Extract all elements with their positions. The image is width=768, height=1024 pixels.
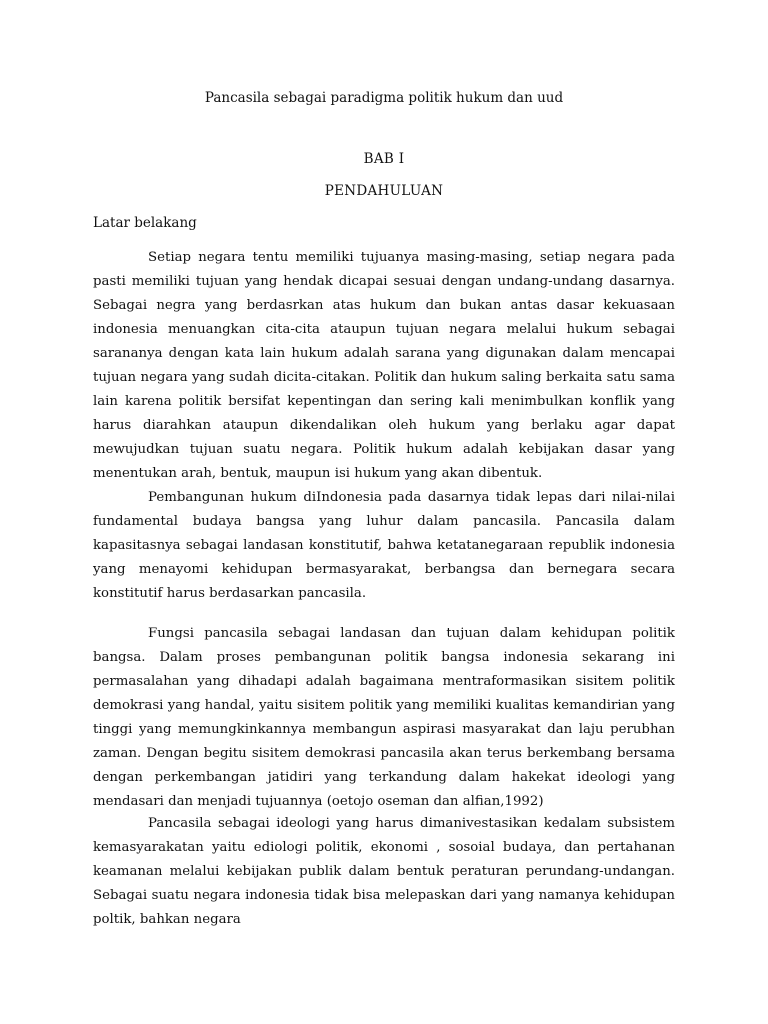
paragraph-3: Fungsi pancasila sebagai landasan dan tujuan dalam kehidupan politik bangsa. Dalam proses pembangunan politik bangsa indonesia sekarang ini permasalahan yang dihadapi adalah bagaimana mentraformasikan sisitem politik demokrasi yang handal, yaitu sisitem politik yang memiliki kualitas kemandirian yang tinggi yang memungkinkannya membangun aspirasi masyarakat dan laju perubhan zaman. Dengan begitu sisitem demokrasi pancasila akan terus berkembang bersama dengan perkembangan jatidiri yang terkandung dalam hakekat ideologi yang mendasari dan menjadi tujuannya (oetojo oseman dan alfian,1992) — [93, 626, 675, 809]
paragraph-1: Setiap negara tentu memiliki tujuanya masing-masing, setiap negara pada pasti memiliki tujuan yang hendak dicapai sesuai dengan undang-undang dasarnya. Sebagai negra yang berdasrkan atas hukum dan bukan antas dasar kekuasaan indonesia menuangkan cita-cita ataupun tujuan negara melalui hukum sebagai sarananya dengan kata lain hukum adalah sarana yang digunakan dalam mencapai tujuan negara yang sudah dicita-citakan. Politik dan hukum saling berkaita satu sama lain karena politik bersifat kepentingan dan sering kali menimbulkan konflik yang harus diarahkan ataupun dikendalikan oleh hukum yang berlaku agar dapat mewujudkan tujuan suatu negara. Politik hukum adalah kebijakan dasar yang menentukan arah, bentuk, maupun isi hukum yang akan dibentuk. — [93, 250, 675, 481]
paragraph-4: Pancasila sebagai ideologi yang harus dimanivestasikan kedalam subsistem kemasyarakatan yaitu ediologi politik, ekonomi , sosoial budaya, dan pertahanan keamanan melalui kebijakan publik dalam bentuk peraturan perundang-undangan. Sebagai suatu negara indonesia tidak bisa melepaskan dari yang namanya kehidupan poltik, bahkan negara — [93, 816, 675, 927]
section-label: Latar belakang — [93, 215, 197, 231]
paragraph-2: Pembangunan hukum diIndonesia pada dasarnya tidak lepas dari nilai-nilai fundamental budaya bangsa yang luhur dalam pancasila. Pancasila dalam kapasitasnya sebagai landasan konstitutif, bahwa ketatanegaraan republik indonesia yang menayomi kehidupan bermasyarakat, berbangsa dan bernegara secara konstitutif harus berdasarkan pancasila. — [93, 490, 675, 601]
chapter-title: PENDAHULUAN — [324, 183, 444, 199]
document-title: Pancasila sebagai paradigma politik hukum dan uud — [204, 90, 564, 106]
chapter-number: BAB I — [363, 151, 405, 167]
